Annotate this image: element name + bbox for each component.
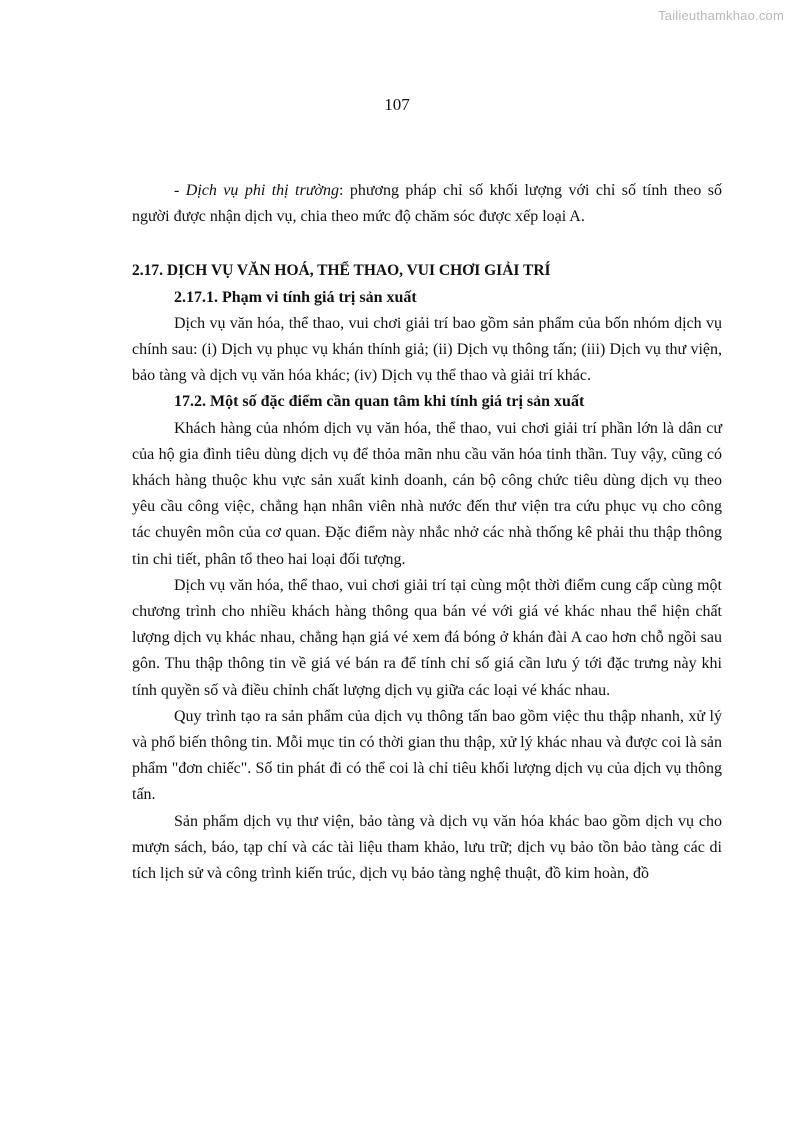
document-body <box>132 178 722 887</box>
intro-paragraph: - Dịch vụ phi thị trường: phương pháp chỉ số khối lượng với chỉ số tính theo số người được nhận dịch vụ, chia theo mức độ chăm sóc được xếp loại A. <box>132 182 722 226</box>
body-paragraph: Dịch vụ văn hóa, thể thao, vui chơi giải trí tại cùng một thời điểm cung cấp cùng một chương trình cho nhiều khách hàng thông qua bán vé với giá vé khác nhau thể hiện chất lượng dịch vụ khác nhau, chẳng hạn giá vé xem đá bóng ở khán đài A cao hơn chỗ ngồi sau gôn. Thu thập thông tin về giá vé bán ra để tính chỉ số giá cần lưu ý tới đặc trưng này khi tính quyền số và điều chỉnh chất lượng dịch vụ giữa các loại vé khác nhau. <box>132 576 722 699</box>
subsection-1-paragraph: Dịch vụ văn hóa, thể thao, vui chơi giải trí bao gồm sản phẩm của bốn nhóm dịch vụ chính sau: (i) Dịch vụ phục vụ khán thính giả; (ii) Dịch vụ thông tấn; (iii) Dịch vụ thư viện, bảo tàng và dịch vụ văn hóa khác; (iv) Dịch vụ thể thao và giải trí khác. <box>132 314 722 385</box>
subsection-heading-2: 17.2. Một số đặc điểm cần quan tâm khi tính giá trị sản xuất <box>174 393 585 411</box>
body-paragraph: Quy trình tạo ra sản phẩm của dịch vụ thông tấn bao gồm việc thu thập nhanh, xử lý và phổ biến thông tin. Mỗi mục tin có thời gian thu thập, xử lý khác nhau và được coi là sản phẩm "đơn chiếc". Số tin phát đi có thể coi là chỉ tiêu khối lượng dịch vụ của dịch vụ thông tấn. <box>132 707 722 804</box>
watermark: Tailieuthamkhao.com <box>658 8 784 23</box>
intro-text: : phương pháp chỉ số khối lượng với chỉ số tính theo số người được nhận dịch vụ, chia theo mức độ chăm sóc được xếp loại A. <box>132 182 722 226</box>
subsection-heading-1: 2.17.1. Phạm vi tính giá trị sản xuất <box>174 288 417 306</box>
section-heading: 2.17. DỊCH VỤ VĂN HOÁ, THỂ THAO, VUI CHƠI GIẢI TRÍ <box>132 262 551 280</box>
page-number: 107 <box>384 95 410 114</box>
body-paragraph: Sản phẩm dịch vụ thư viện, bảo tàng và dịch vụ văn hóa khác bao gồm dịch vụ cho mượn sách, báo, tạp chí và các tài liệu tham khảo, lưu trữ; dịch vụ bảo tồn bảo tàng các di tích lịch sử và công trình kiến trúc, dịch vụ bảo tàng nghệ thuật, đồ kim hoàn, đồ <box>132 812 722 883</box>
body-paragraph: Khách hàng của nhóm dịch vụ văn hóa, thể thao, vui chơi giải trí phần lớn là dân cư của hộ gia đình tiêu dùng dịch vụ để thỏa mãn nhu cầu văn hóa tinh thần. Tuy vậy, cũng có khách hàng thuộc khu vực sản xuất kinh doanh, cán bộ công chức tiêu dùng dịch vụ theo yêu cầu công việc, chẳng hạn nhân viên nhà nước đến thư viện tra cứu phục vụ cho công tác chuyên môn của cơ quan. Đặc điểm này nhắc nhở các nhà thống kê phải thu thập thông tin chi tiết, phân tổ theo hai loại đối tượng. <box>132 419 722 568</box>
intro-lead: Dịch vụ phi thị trường <box>185 182 339 199</box>
